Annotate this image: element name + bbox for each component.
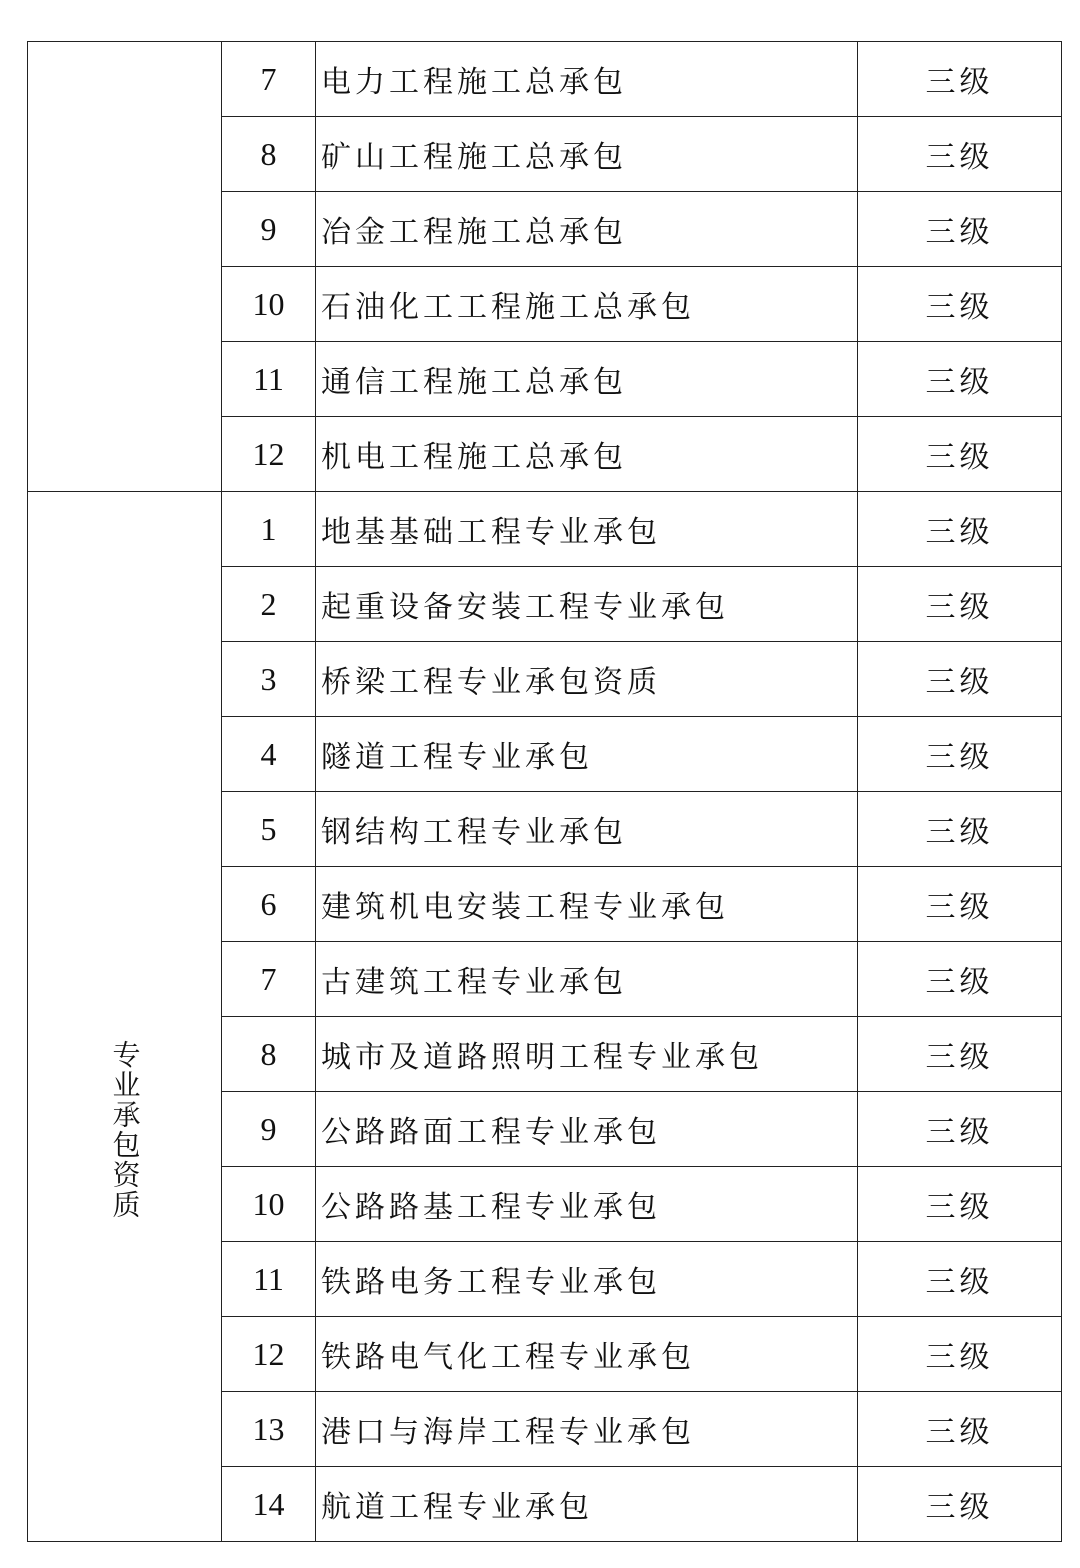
row-number: 1 <box>222 492 316 567</box>
qualification-level: 三级 <box>858 492 1062 567</box>
qualification-level: 三级 <box>858 567 1062 642</box>
qualification-name: 机电工程施工总承包 <box>316 417 858 492</box>
qualification-name: 矿山工程施工总承包 <box>316 117 858 192</box>
row-number: 7 <box>222 942 316 1017</box>
row-number: 8 <box>222 117 316 192</box>
qualification-level: 三级 <box>858 867 1062 942</box>
qualification-level: 三级 <box>858 792 1062 867</box>
qualification-level: 三级 <box>858 267 1062 342</box>
table-row <box>28 42 1062 117</box>
qualification-name: 公路路基工程专业承包 <box>316 1167 858 1242</box>
qualification-name: 港口与海岸工程专业承包 <box>316 1392 858 1467</box>
qualification-level: 三级 <box>858 1317 1062 1392</box>
qualification-table-body <box>28 42 1062 1542</box>
row-number: 14 <box>222 1467 316 1542</box>
qualification-level: 三级 <box>858 42 1062 117</box>
qualification-name: 冶金工程施工总承包 <box>316 192 858 267</box>
qualification-name: 公路路面工程专业承包 <box>316 1092 858 1167</box>
qualification-level: 三级 <box>858 1167 1062 1242</box>
row-number: 4 <box>222 717 316 792</box>
row-number: 12 <box>222 1317 316 1392</box>
category-label: 专业承包资质 <box>108 1039 142 1220</box>
qualification-level: 三级 <box>858 117 1062 192</box>
qualification-name: 铁路电气化工程专业承包 <box>316 1317 858 1392</box>
qualification-level: 三级 <box>858 1242 1062 1317</box>
row-number: 9 <box>222 192 316 267</box>
qualification-name: 石油化工工程施工总承包 <box>316 267 858 342</box>
qualification-name: 起重设备安装工程专业承包 <box>316 567 858 642</box>
qualification-name: 古建筑工程专业承包 <box>316 942 858 1017</box>
qualification-level: 三级 <box>858 1092 1062 1167</box>
row-number: 12 <box>222 417 316 492</box>
qualification-name: 隧道工程专业承包 <box>316 717 858 792</box>
row-number: 13 <box>222 1392 316 1467</box>
row-number: 8 <box>222 1017 316 1092</box>
row-number: 10 <box>222 1167 316 1242</box>
qualification-name: 城市及道路照明工程专业承包 <box>316 1017 858 1092</box>
row-number: 11 <box>222 1242 316 1317</box>
qualification-level: 三级 <box>858 642 1062 717</box>
qualification-level: 三级 <box>858 342 1062 417</box>
row-number: 6 <box>222 867 316 942</box>
row-number: 5 <box>222 792 316 867</box>
qualification-level: 三级 <box>858 192 1062 267</box>
row-number: 9 <box>222 1092 316 1167</box>
qualification-level: 三级 <box>858 717 1062 792</box>
qualification-name: 地基基础工程专业承包 <box>316 492 858 567</box>
qualification-name: 铁路电务工程专业承包 <box>316 1242 858 1317</box>
row-number: 10 <box>222 267 316 342</box>
qualification-name: 桥梁工程专业承包资质 <box>316 642 858 717</box>
qualification-level: 三级 <box>858 1392 1062 1467</box>
row-number: 2 <box>222 567 316 642</box>
row-number: 3 <box>222 642 316 717</box>
category-cell-specialty <box>28 492 222 1542</box>
qualification-name: 建筑机电安装工程专业承包 <box>316 867 858 942</box>
qualification-name: 通信工程施工总承包 <box>316 342 858 417</box>
qualification-name: 航道工程专业承包 <box>316 1467 858 1542</box>
qualification-table <box>27 41 1062 1542</box>
row-number: 11 <box>222 342 316 417</box>
qualification-name: 钢结构工程专业承包 <box>316 792 858 867</box>
qualification-level: 三级 <box>858 942 1062 1017</box>
qualification-level: 三级 <box>858 417 1062 492</box>
row-number: 7 <box>222 42 316 117</box>
qualification-level: 三级 <box>858 1467 1062 1542</box>
qualification-level: 三级 <box>858 1017 1062 1092</box>
category-cell-general <box>28 42 222 492</box>
qualification-name: 电力工程施工总承包 <box>316 42 858 117</box>
table-row <box>28 492 1062 567</box>
